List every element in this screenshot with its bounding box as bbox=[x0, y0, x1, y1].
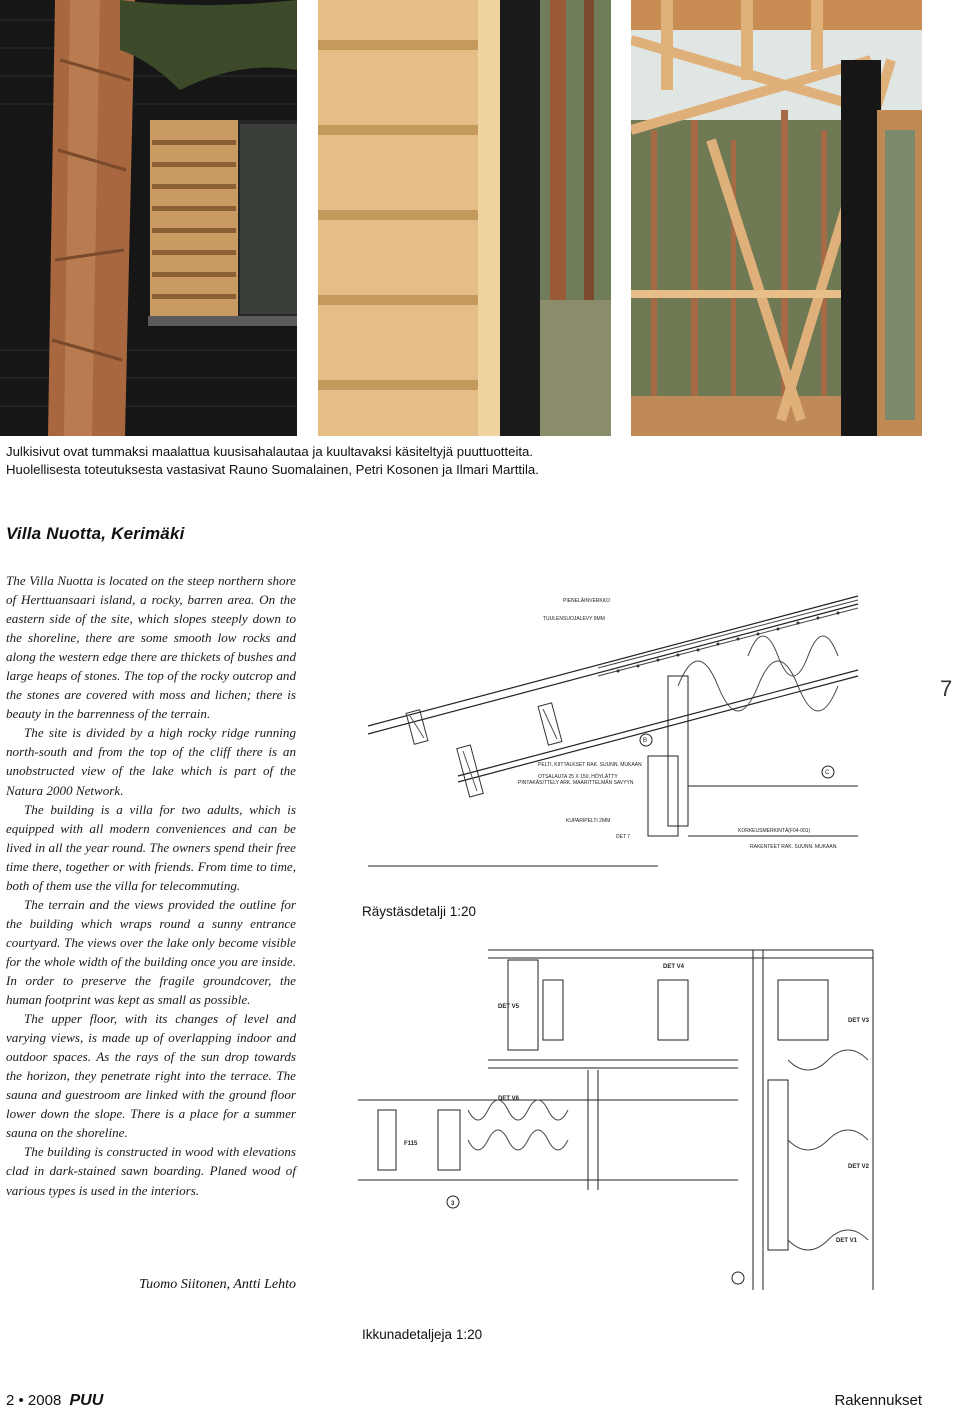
window-note: DET V1 bbox=[836, 1238, 858, 1244]
paragraph: The Villa Nuotta is located on the steep northern shore of Herttuansaari island, a rocky, barren area. On the eastern side of the site, which slopes steeply down to the shoreline, there are some smooth low rocks and along the western edge there are thickets of bushes and large heaps of stones. The top of the rocky outcrop and the stones are covered with moss and lichen; there is beauty in the barrenness of the terrain. bbox=[6, 573, 296, 722]
paragraph: The upper floor, with its changes of level and varying views, is made up of overlapping indoor and outdoor spaces. As the rays of the sun drop towards the horizon, they penetrate right into the terrace. The sauna and guestroom are linked with the ground floor lower down the slope. There is a place for a summer sauna on the shoreline. bbox=[6, 1011, 296, 1141]
eave-note: TUULENSUOJALEVY 9MM bbox=[543, 616, 605, 622]
window-note: DET V2 bbox=[848, 1164, 870, 1170]
photo-terrace bbox=[631, 0, 922, 436]
eave-note: RAKENTEET RAK. SUUNN. MUKAAN. bbox=[750, 844, 838, 850]
eave-detail-drawing bbox=[358, 576, 870, 876]
eave-note: DET 7 bbox=[616, 834, 631, 840]
window-note: DET V6 bbox=[498, 1096, 520, 1102]
side-page-number: 7 bbox=[940, 676, 953, 701]
eave-note: OTSALAUTA 25 X 150, HÖYLÄTTY bbox=[538, 774, 618, 780]
photo-facade-window bbox=[0, 0, 297, 436]
window-note: 3 bbox=[451, 1201, 455, 1207]
window-note: DET V5 bbox=[498, 1004, 520, 1010]
caption-line-2: Huolellisesta toteutuksesta vastasivat Rauno Suomalainen, Petri Kosonen ja Ilmari Marttila. bbox=[6, 462, 539, 477]
eave-detail-label: Räystäsdetalji 1:20 bbox=[362, 904, 477, 919]
photo-caption bbox=[6, 443, 926, 479]
caption-line-1: Julkisivut ovat tummaksi maalattua kuusisahalautaa ja kuultavaksi käsiteltyjä puuttuotteita. bbox=[6, 444, 534, 459]
magazine-name: PUU bbox=[69, 1392, 104, 1409]
photo-shelving bbox=[318, 0, 611, 436]
eave-note: PINTAKÄSITTELY ARK. MAARITTELMÄN SAVYYN bbox=[518, 780, 634, 786]
article-title: Villa Nuotta, Kerimäki bbox=[6, 524, 185, 543]
window-detail-label: Ikkunadetaljeja 1:20 bbox=[362, 1327, 483, 1342]
eave-note: B bbox=[643, 738, 648, 744]
eave-note: PELTI, KIITTALKSET RAK. SUUNN. MUKAAN bbox=[538, 762, 642, 768]
paragraph: The terrain and the views provided the outline for the building which wraps round a sunny entrance courtyard. The views over the lake only become visible for the whole width of the building once you are inside. In order to preserve the fragile groundcover, the human footprint was kept as small as possible. bbox=[6, 896, 296, 1008]
eave-note: KORKEUSMERKINTÄ(F04-001) bbox=[738, 828, 811, 834]
window-detail-drawing bbox=[358, 940, 878, 1295]
eave-note: C bbox=[825, 770, 830, 776]
paragraph: The building is constructed in wood with elevations clad in dark-stained sawn boarding. Planed wood of various types is used in the interiors. bbox=[6, 1144, 296, 1198]
eave-note: KUPARIPELTI 2MM bbox=[566, 818, 611, 824]
window-note: F115 bbox=[404, 1141, 418, 1147]
window-note: DET V4 bbox=[663, 964, 685, 970]
window-note: DET V3 bbox=[848, 1018, 870, 1024]
eave-note: PIENELÄINVERKKO bbox=[563, 598, 610, 604]
article-body bbox=[6, 571, 296, 1200]
paragraph: The building is a villa for two adults, which is equipped with all modern conveniences and can be lived in all the year round. The owners spend their free time there, together or with friends. From time to time, both of them use the villa for telecommuting. bbox=[6, 801, 296, 893]
issue-number: 2 • 2008 bbox=[6, 1392, 62, 1409]
footer-section: Rakennukset bbox=[834, 1392, 922, 1409]
footer-issue bbox=[6, 1392, 103, 1410]
paragraph: The site is divided by a high rocky ridge running north-south and from the top of the cliff there is an unobstructed view of the lake which is part of the Natura 2000 Network. bbox=[6, 725, 296, 798]
article-author: Tuomo Siitonen, Antti Lehto bbox=[139, 1277, 296, 1292]
